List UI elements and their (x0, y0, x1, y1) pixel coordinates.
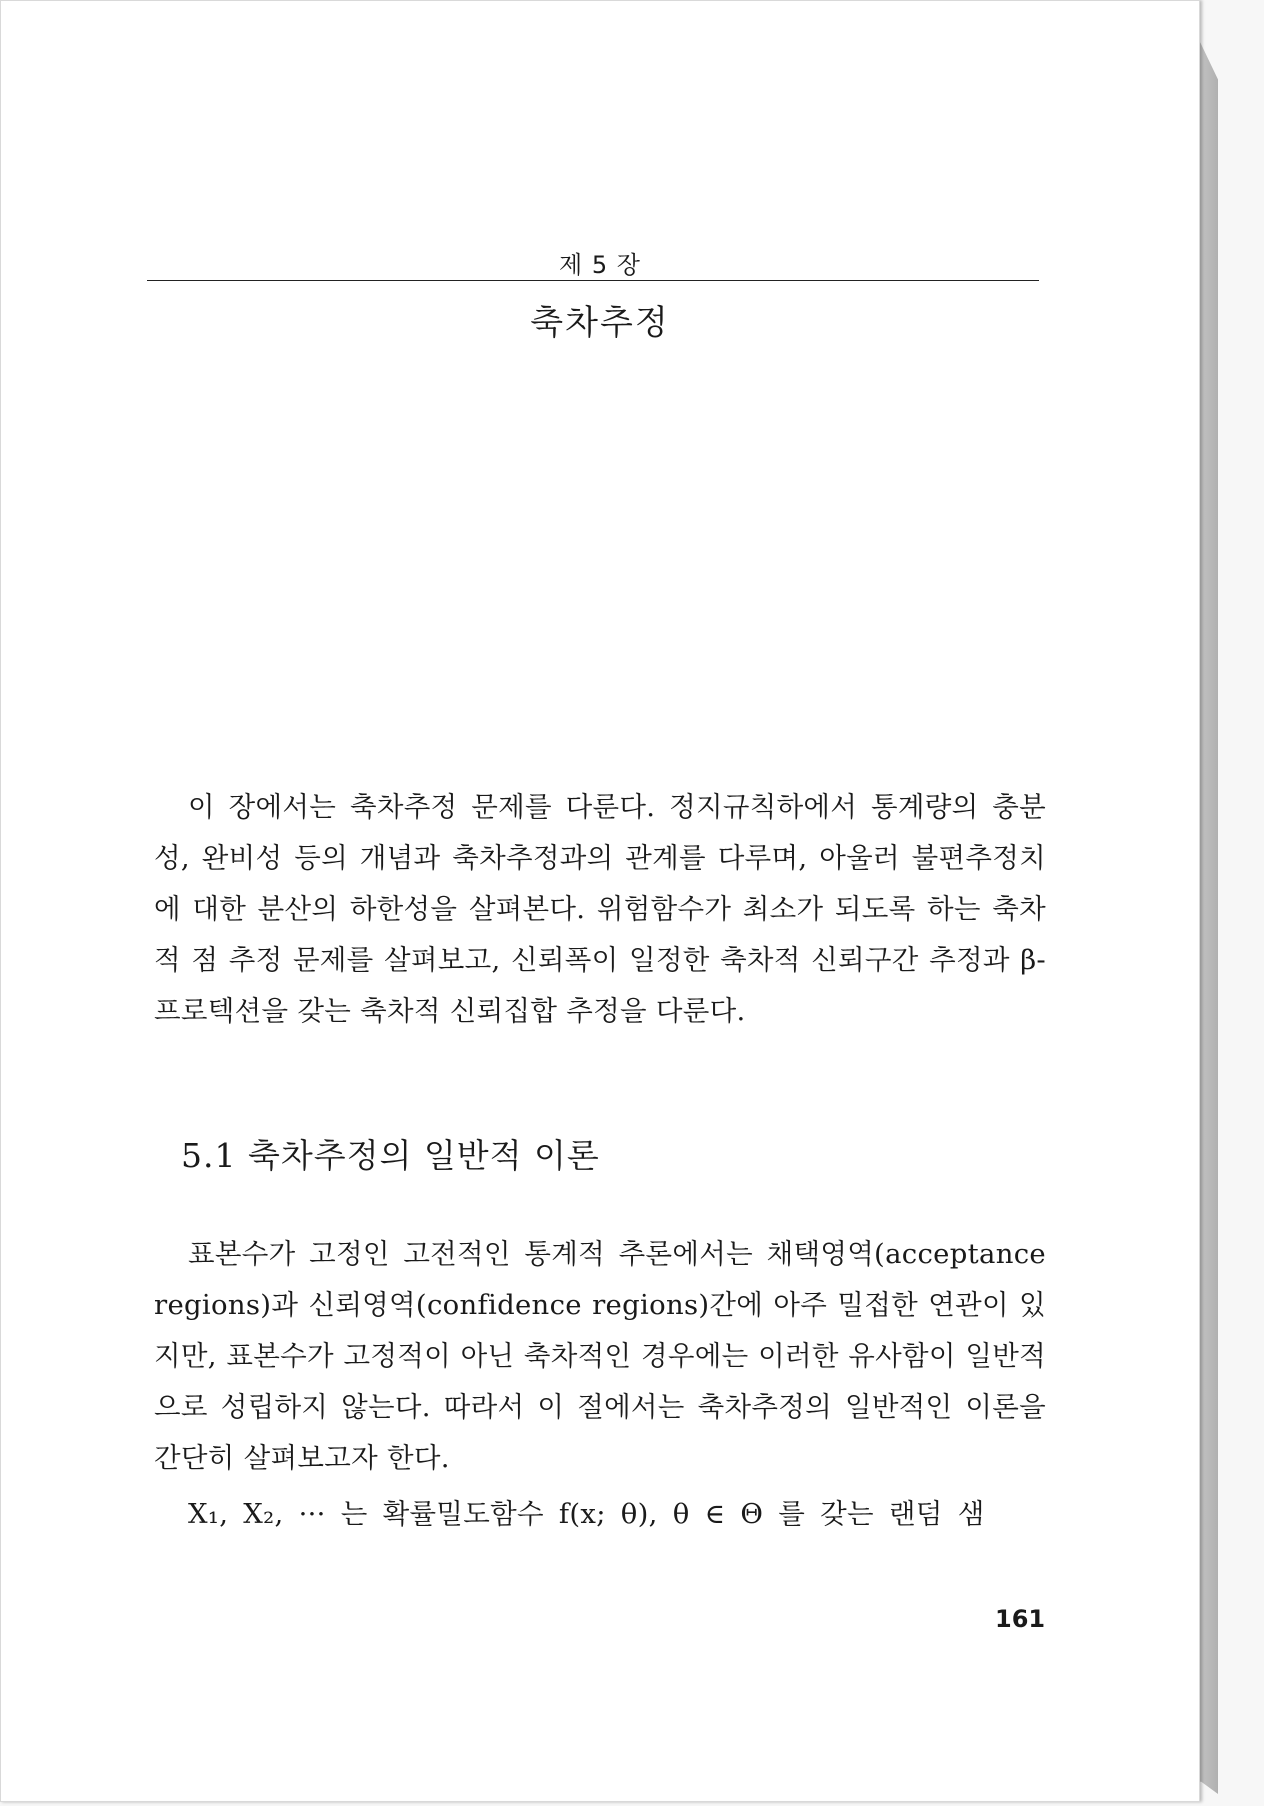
page-number: 161 (995, 1605, 1046, 1633)
chapter-label: 제 5 장 (559, 251, 641, 279)
math-line: X₁, X₂, ··· 는 확률밀도함수 f(x; θ), θ ∈ Θ 를 갖는 랜덤 샘 (188, 1498, 985, 1530)
chapter-rule (147, 280, 1039, 281)
intro-paragraph: 이 장에서는 축차추정 문제를 다룬다. 정지규칙하에서 통계량의 충분성, 완비성 등의 개념과 축차추정과의 관계를 다루며, 아울러 불편추정치에 대한 분산의 하한성을 살펴본다. 위험함수가 최소가 되도록 하는 축차적 점 추정 문제를 살펴보고, 신뢰폭이 일정한 축차적 신뢰구간 추정과 β-프로텍션을 갖는 축차적 신뢰집합 추정을 다룬다. (154, 791, 1046, 1027)
chapter-title: 축차추정 (530, 303, 670, 343)
section-paragraph: 표본수가 고정인 고전적인 통계적 추론에서는 채택영역(acceptance regions)과 신뢰영역(confidence regions)간에 아주 밀접한 연관이 있지만, 표본수가 고정적이 아닌 축차적인 경우에는 이러한 유사함이 일반적으로 성립하지 않는다. 따라서 이 절에서는 축차추정의 일반적인 이론을 간단히 살펴보고자 한다. (154, 1238, 1046, 1474)
section-heading: 5.1 축차추정의 일반적 이론 (181, 1136, 600, 1175)
